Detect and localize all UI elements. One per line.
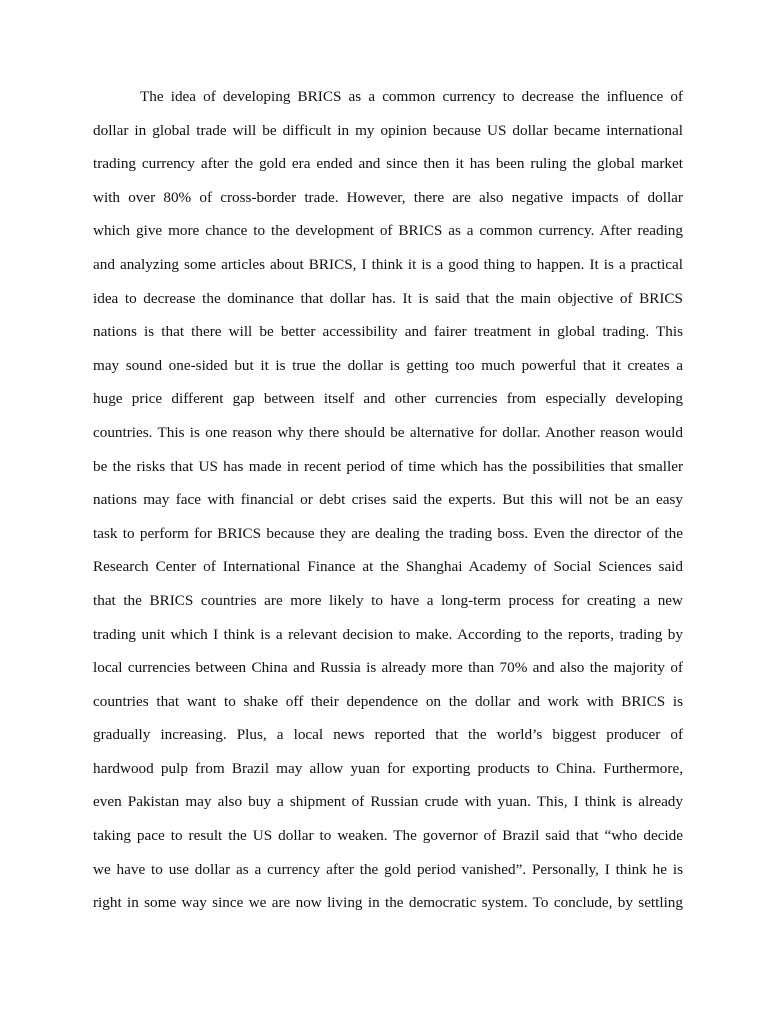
paragraph-line: local currencies between China and Russia is already more than 70% and also the majority of — [93, 659, 683, 677]
paragraph-line: be the risks that US has made in recent period of time which has the possibilities that smaller — [93, 457, 683, 475]
paragraph-line: huge price different gap between itself and other currencies from especially developing — [93, 390, 683, 408]
paragraph-line: nations may face with financial or debt crises said the experts. But this will not be an easy — [93, 491, 683, 509]
paragraph-line: dollar in global trade will be difficult in my opinion because US dollar became international — [93, 121, 683, 139]
paragraph-line: idea to decrease the dominance that dollar has. It is said that the main objective of BRICS — [93, 289, 683, 307]
paragraph-line: countries. This is one reason why there should be alternative for dollar. Another reason would — [93, 423, 683, 441]
essay-paragraph — [93, 84, 683, 924]
paragraph-line: hardwood pulp from Brazil may allow yuan for exporting products to China. Furthermore, — [93, 759, 683, 777]
paragraph-line: which give more chance to the development of BRICS as a common currency. After reading — [93, 222, 683, 240]
paragraph-line: trading unit which I think is a relevant decision to make. According to the reports, trading by — [93, 625, 683, 643]
paragraph-line: with over 80% of cross-border trade. However, there are also negative impacts of dollar — [93, 188, 683, 206]
paragraph-line: gradually increasing. Plus, a local news reported that the world’s biggest producer of — [93, 726, 683, 744]
paragraph-line: countries that want to shake off their dependence on the dollar and work with BRICS is — [93, 692, 683, 710]
paragraph-line: trading currency after the gold era ended and since then it has been ruling the global market — [93, 155, 683, 173]
paragraph-line: and analyzing some articles about BRICS, I think it is a good thing to happen. It is a practical — [93, 255, 683, 273]
paragraph-line: even Pakistan may also buy a shipment of Russian crude with yuan. This, I think is already — [93, 793, 683, 811]
paragraph-line: task to perform for BRICS because they are dealing the trading boss. Even the director of the — [93, 524, 683, 542]
paragraph-line: nations is that there will be better accessibility and fairer treatment in global trading. This — [93, 323, 683, 341]
paragraph-line: taking pace to result the US dollar to weaken. The governor of Brazil said that “who decide — [93, 827, 683, 845]
paragraph-line: that the BRICS countries are more likely to have a long-term process for creating a new — [93, 591, 683, 609]
paragraph-line: may sound one-sided but it is true the dollar is getting too much powerful that it creates a — [93, 356, 683, 374]
paragraph-line: right in some way since we are now living in the democratic system. To conclude, by settling — [93, 894, 683, 912]
paragraph-line: we have to use dollar as a currency after the gold period vanished”. Personally, I think he is — [93, 860, 683, 878]
paragraph-line: The idea of developing BRICS as a common currency to decrease the influence of — [140, 88, 683, 105]
paragraph-line: Research Center of International Finance at the Shanghai Academy of Social Sciences said — [93, 558, 683, 576]
